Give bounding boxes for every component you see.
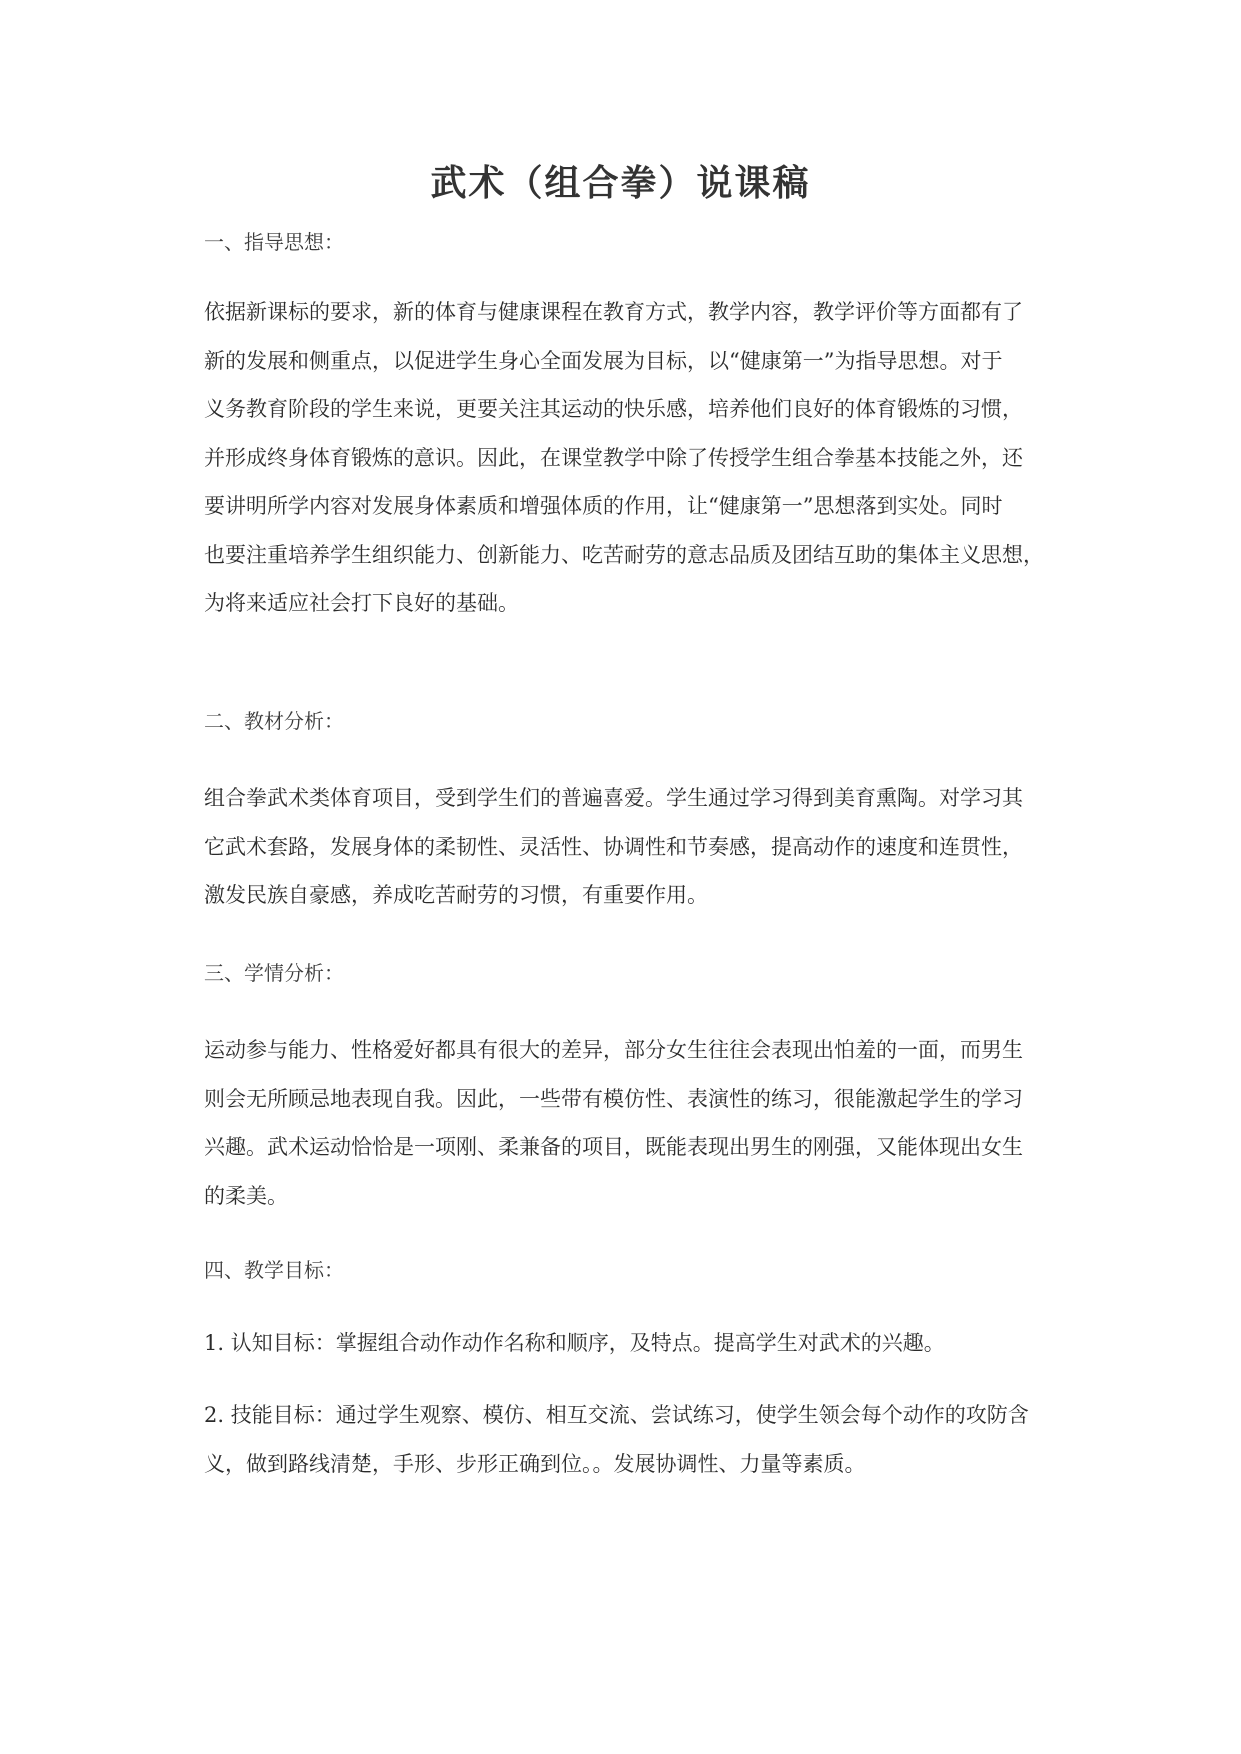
body-line: 义务教育阶段的学生来说，更要关注其运动的快乐感，培养他们良好的体育锻炼的习惯， [204, 397, 1023, 421]
body-line: 要讲明所学内容对发展身体素质和增强体质的作用，让“健康第一”思想落到实处。同时 [204, 494, 1003, 518]
body-line: 激发民族自豪感，养成吃苦耐劳的习惯，有重要作用。 [204, 883, 708, 907]
section-heading-material-analysis: 二、教材分析： [204, 709, 344, 733]
body-line: 的柔美。 [204, 1183, 288, 1208]
document-title: 武术（组合拳）说课稿 [430, 162, 811, 204]
body-line: 它武术套路，发展身体的柔韧性、灵活性、协调性和节奏感，提高动作的速度和连贯性， [204, 834, 1023, 859]
section-body-guiding-ideology [204, 288, 1054, 628]
body-line: 2. 技能目标：通过学生观察、模仿、相互交流、尝试练习，使学生领会每个动作的攻防含 [204, 1403, 1029, 1427]
body-line: 并形成终身体育锻炼的意识。因此，在课堂教学中除了传授学生组合拳基本技能之外，还 [204, 445, 1023, 470]
body-line: 组合拳武术类体育项目，受到学生们的普遍喜爱。学生通过学习得到美育熏陶。对学习其 [204, 786, 1023, 810]
body-line: 1. 认知目标：掌握组合动作动作名称和顺序，及特点。提高学生对武术的兴趣。 [204, 1331, 945, 1355]
section-body-student-analysis [204, 1026, 1054, 1220]
section-heading-student-analysis: 三、学情分析： [204, 961, 344, 985]
objective-cognitive [204, 1319, 1054, 1368]
section-body-material-analysis [204, 774, 1054, 920]
objective-skill [204, 1391, 1054, 1488]
body-line: 运动参与能力、性格爱好都具有很大的差异，部分女生往往会表现出怕羞的一面，而男生 [204, 1038, 1023, 1062]
section-heading-guiding-ideology: 一、指导思想： [204, 230, 344, 254]
body-line: 义，做到路线清楚，手形、步形正确到位。。发展协调性、力量等素质。 [204, 1451, 866, 1476]
body-line: 依据新课标的要求，新的体育与健康课程在教育方式，教学内容，教学评价等方面都有了 [204, 300, 1023, 324]
body-line: 新的发展和侧重点，以促进学生身心全面发展为目标，以“健康第一”为指导思想。对于 [204, 348, 1003, 373]
body-line: 为将来适应社会打下良好的基础。 [204, 591, 519, 615]
body-line: 也要注重培养学生组织能力、创新能力、吃苦耐劳的意志品质及团结互助的集体主义思想， [204, 542, 1044, 567]
body-line: 兴趣。武术运动恰恰是一项刚、柔兼备的项目，既能表现出男生的刚强，又能体现出女生 [204, 1135, 1023, 1159]
section-heading-teaching-objectives: 四、教学目标： [204, 1258, 344, 1282]
body-line: 则会无所顾忌地表现自我。因此，一些带有模仿性、表演性的练习，很能激起学生的学习 [204, 1086, 1023, 1111]
